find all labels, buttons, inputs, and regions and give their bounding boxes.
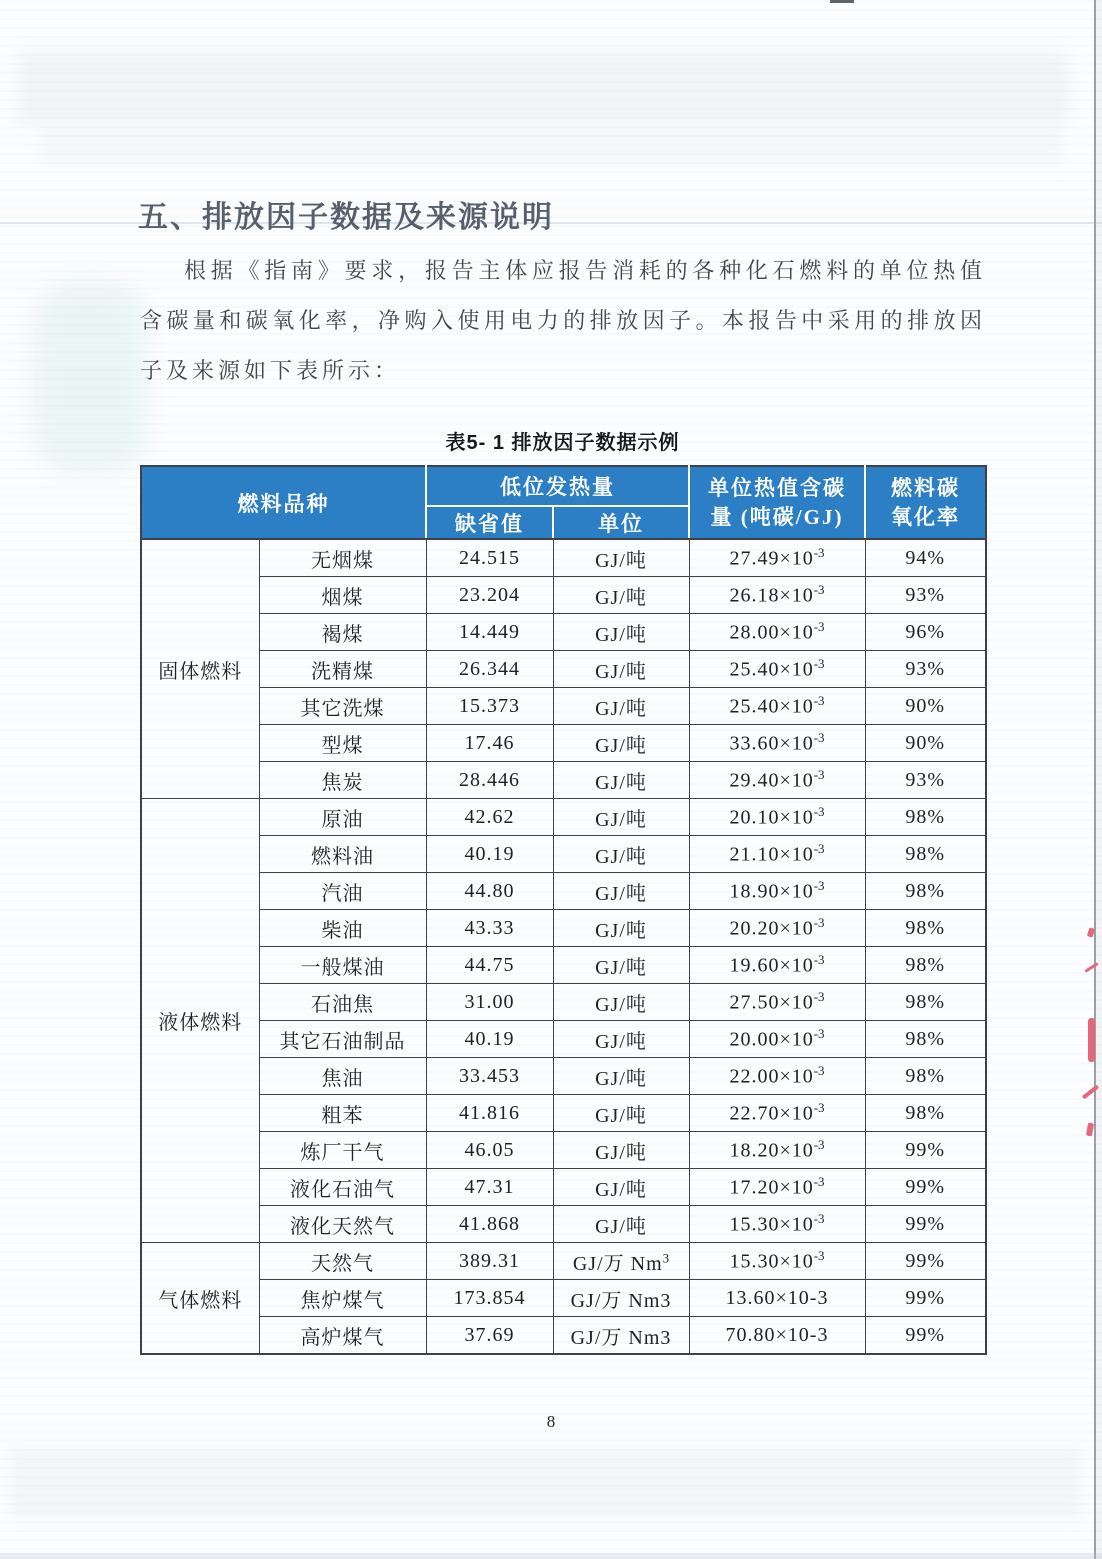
default-value-cell: 44.80: [426, 873, 553, 910]
unit-cell: GJ/吨: [553, 836, 689, 873]
oxidation-rate-cell: 93%: [865, 762, 986, 799]
default-value-cell: 40.19: [426, 836, 553, 873]
carbon-content-cell: $20.20\times 10^{-3}$: [689, 910, 865, 947]
table-row: [141, 688, 986, 725]
scan-ghost-band-top: [18, 52, 1068, 124]
unit-cell: GJ/吨: [553, 947, 689, 984]
table-row: [141, 725, 986, 762]
page-edge-shade: [1096, 0, 1102, 1559]
unit-cell: GJ/吨: [553, 984, 689, 1021]
carbon-content-cell: $25.40\times 10^{-3}$: [689, 651, 865, 688]
default-value-cell: 24.515: [426, 539, 553, 577]
header-fuel-type: 燃料品种: [141, 466, 426, 539]
default-value-cell: 44.75: [426, 947, 553, 984]
fuel-name-cell: 汽油: [259, 873, 426, 910]
oxidation-rate-cell: 90%: [865, 688, 986, 725]
default-value-cell: 40.19: [426, 1021, 553, 1058]
default-value-cell: 41.868: [426, 1206, 553, 1243]
table-row: [141, 947, 986, 984]
carbon-content-cell: $21.10\times 10^{-3}$: [689, 836, 865, 873]
carbon-content-cell: 13.60×10-3: [689, 1280, 865, 1317]
default-value-cell: 389.31: [426, 1243, 553, 1280]
fuel-name-cell: 焦炭: [259, 762, 426, 799]
unit-cell: GJ/吨: [553, 1132, 689, 1169]
unit-cell: GJ/吨: [553, 651, 689, 688]
oxidation-rate-cell: 98%: [865, 836, 986, 873]
oxidation-rate-cell: 98%: [865, 799, 986, 836]
default-value-cell: 41.816: [426, 1095, 553, 1132]
carbon-content-cell: $33.60\times 10^{-3}$: [689, 725, 865, 762]
carbon-content-cell: 70.80×10-3: [689, 1317, 865, 1355]
carbon-content-cell: $29.40\times 10^{-3}$: [689, 762, 865, 799]
fuel-name-cell: 其它石油制品: [259, 1021, 426, 1058]
table-row: [141, 577, 986, 614]
oxidation-rate-cell: 98%: [865, 1095, 986, 1132]
header-oxidation-line2: 氧化率: [891, 504, 960, 529]
header-carbon-content-line1: 单位热值含碳: [708, 476, 846, 501]
fuel-name-cell: 焦油: [259, 1058, 426, 1095]
table-row: [141, 539, 986, 577]
table-row: [141, 873, 986, 910]
section-heading: 五、排放因子数据及来源说明: [138, 201, 554, 234]
red-bleed-mark: [1086, 1123, 1094, 1137]
unit-cell: GJ/吨: [553, 1206, 689, 1243]
unit-cell: GJ/吨: [553, 577, 689, 614]
fuel-name-cell: 液化石油气: [259, 1169, 426, 1206]
fuel-name-cell: 粗苯: [259, 1095, 426, 1132]
header-carbon-content-line2: 量 (吨碳/GJ): [710, 504, 844, 529]
unit-cell: GJ/万 Nm$^3$: [553, 1243, 689, 1280]
table-row: [141, 614, 986, 651]
oxidation-rate-cell: 98%: [865, 910, 986, 947]
unit-cell: GJ/吨: [553, 1021, 689, 1058]
default-value-cell: 14.449: [426, 614, 553, 651]
default-value-cell: 33.453: [426, 1058, 553, 1095]
unit-cell: GJ/万 Nm3: [553, 1280, 689, 1317]
page-bottom-shade: [0, 1553, 1102, 1559]
carbon-content-cell: $19.60\times 10^{-3}$: [689, 947, 865, 984]
header-unit: 单位: [553, 506, 689, 539]
header-default-value: 缺省值: [426, 506, 553, 539]
fuel-name-cell: 一般煤油: [259, 947, 426, 984]
fuel-category-cell: 固体燃料: [141, 539, 259, 799]
oxidation-rate-cell: 99%: [865, 1206, 986, 1243]
unit-cell: GJ/吨: [553, 762, 689, 799]
default-value-cell: 46.05: [426, 1132, 553, 1169]
fuel-name-cell: 高炉煤气: [259, 1317, 426, 1355]
unit-cell: GJ/吨: [553, 1058, 689, 1095]
oxidation-rate-cell: 98%: [865, 984, 986, 1021]
table-row: [141, 1058, 986, 1095]
carbon-content-cell: $18.20\times 10^{-3}$: [689, 1132, 865, 1169]
default-value-cell: 28.446: [426, 762, 553, 799]
oxidation-rate-cell: 99%: [865, 1243, 986, 1280]
oxidation-rate-cell: 98%: [865, 1058, 986, 1095]
default-value-cell: 43.33: [426, 910, 553, 947]
carbon-content-cell: $18.90\times 10^{-3}$: [689, 873, 865, 910]
fuel-name-cell: 无烟煤: [259, 539, 426, 577]
unit-cell: GJ/万 Nm3: [553, 1317, 689, 1355]
table-row: [141, 1095, 986, 1132]
fuel-category-cell: 气体燃料: [141, 1243, 259, 1355]
oxidation-rate-cell: 93%: [865, 577, 986, 614]
fuel-name-cell: 天然气: [259, 1243, 426, 1280]
default-value-cell: 23.204: [426, 577, 553, 614]
fuel-name-cell: 石油焦: [259, 984, 426, 1021]
table-row: [141, 1169, 986, 1206]
fuel-name-cell: 柴油: [259, 910, 426, 947]
emission-table-body: [141, 539, 986, 1354]
unit-cell: GJ/吨: [553, 614, 689, 651]
oxidation-rate-cell: 99%: [865, 1132, 986, 1169]
unit-cell: GJ/吨: [553, 1169, 689, 1206]
carbon-content-cell: $20.00\times 10^{-3}$: [689, 1021, 865, 1058]
scan-ghost-band-top2: [40, 128, 1062, 166]
fuel-name-cell: 原油: [259, 799, 426, 836]
carbon-content-cell: $22.70\times 10^{-3}$: [689, 1095, 865, 1132]
oxidation-rate-cell: 98%: [865, 947, 986, 984]
carbon-content-cell: $15.30\times 10^{-3}$: [689, 1243, 865, 1280]
table-row: [141, 1317, 986, 1355]
fuel-name-cell: 其它洗煤: [259, 688, 426, 725]
carbon-content-cell: $20.10\times 10^{-3}$: [689, 799, 865, 836]
oxidation-rate-cell: 98%: [865, 1021, 986, 1058]
oxidation-rate-cell: 98%: [865, 873, 986, 910]
fuel-name-cell: 燃料油: [259, 836, 426, 873]
scan-edge-tick: [830, 0, 854, 3]
fuel-name-cell: 洗精煤: [259, 651, 426, 688]
header-oxidation-line1: 燃料碳: [891, 476, 960, 501]
default-value-cell: 15.373: [426, 688, 553, 725]
fuel-name-cell: 烟煤: [259, 577, 426, 614]
fuel-name-cell: 焦炉煤气: [259, 1280, 426, 1317]
table-row: [141, 1243, 986, 1280]
paragraph-line: 根据《指南》要求，报告主体应报告消耗的各种化石燃料的单位热值: [184, 258, 986, 283]
oxidation-rate-cell: 99%: [865, 1317, 986, 1355]
carbon-content-cell: $17.20\times 10^{-3}$: [689, 1169, 865, 1206]
table-row: [141, 1132, 986, 1169]
scan-ghost-band-bottom: [10, 1448, 1082, 1518]
default-value-cell: 42.62: [426, 799, 553, 836]
unit-cell: GJ/吨: [553, 799, 689, 836]
red-bleed-mark: [1088, 1018, 1095, 1062]
default-value-cell: 26.344: [426, 651, 553, 688]
table-row: [141, 799, 986, 836]
table-row: [141, 836, 986, 873]
unit-cell: GJ/吨: [553, 725, 689, 762]
page-number: 8: [546, 1412, 556, 1431]
header-carbon-content: [689, 466, 865, 539]
table-row: [141, 984, 986, 1021]
fuel-category-cell: 液体燃料: [141, 799, 259, 1243]
default-value-cell: 17.46: [426, 725, 553, 762]
oxidation-rate-cell: 96%: [865, 614, 986, 651]
fuel-name-cell: 液化天然气: [259, 1206, 426, 1243]
emission-factor-table: [140, 465, 987, 1355]
carbon-content-cell: $15.30\times 10^{-3}$: [689, 1206, 865, 1243]
default-value-cell: 37.69: [426, 1317, 553, 1355]
oxidation-rate-cell: 90%: [865, 725, 986, 762]
paragraph-line: 子及来源如下表所示：: [140, 358, 401, 383]
oxidation-rate-cell: 99%: [865, 1169, 986, 1206]
intro-paragraph: [140, 246, 986, 396]
carbon-content-cell: $28.00\times 10^{-3}$: [689, 614, 865, 651]
table-row: [141, 762, 986, 799]
oxidation-rate-cell: 99%: [865, 1280, 986, 1317]
default-value-cell: 47.31: [426, 1169, 553, 1206]
fuel-name-cell: 褐煤: [259, 614, 426, 651]
carbon-content-cell: $26.18\times 10^{-3}$: [689, 577, 865, 614]
table-row: [141, 1280, 986, 1317]
scan-tint-artifact: [34, 282, 146, 472]
table-row: [141, 651, 986, 688]
carbon-content-cell: $27.49\times 10^{-3}$: [689, 539, 865, 577]
carbon-content-cell: $27.50\times 10^{-3}$: [689, 984, 865, 1021]
paragraph-line: 含碳量和碳氧化率，净购入使用电力的排放因子。本报告中采用的排放因: [140, 308, 986, 333]
table-row: [141, 910, 986, 947]
table-row: [141, 1021, 986, 1058]
unit-cell: GJ/吨: [553, 539, 689, 577]
unit-cell: GJ/吨: [553, 910, 689, 947]
oxidation-rate-cell: 94%: [865, 539, 986, 577]
oxidation-rate-cell: 93%: [865, 651, 986, 688]
unit-cell: GJ/吨: [553, 873, 689, 910]
header-oxidation-rate: [865, 466, 986, 539]
carbon-content-cell: $22.00\times 10^{-3}$: [689, 1058, 865, 1095]
fuel-name-cell: 型煤: [259, 725, 426, 762]
default-value-cell: 31.00: [426, 984, 553, 1021]
header-low-heating-value: 低位发热量: [426, 466, 689, 506]
table-title: 表5- 1 排放因子数据示例: [445, 432, 680, 454]
unit-cell: GJ/吨: [553, 688, 689, 725]
fuel-name-cell: 炼厂干气: [259, 1132, 426, 1169]
unit-cell: GJ/吨: [553, 1095, 689, 1132]
default-value-cell: 173.854: [426, 1280, 553, 1317]
table-row: [141, 1206, 986, 1243]
carbon-content-cell: $25.40\times 10^{-3}$: [689, 688, 865, 725]
